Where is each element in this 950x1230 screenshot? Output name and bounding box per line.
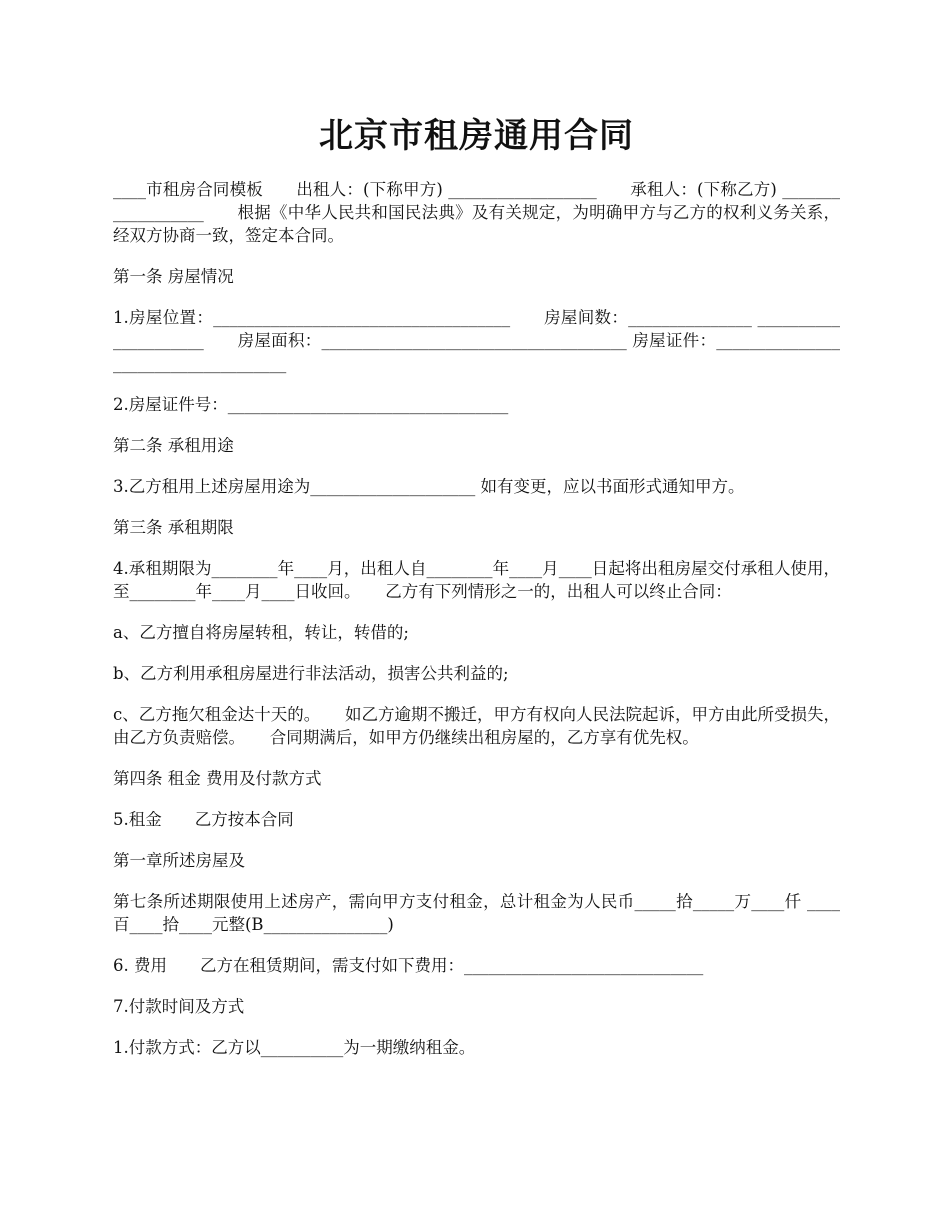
termination-clause-c: c、乙方拖欠租金达十天的。 如乙方逾期不搬迁，甲方有权向人民法院起诉，甲方由此所受损失，由乙方负责赔偿。 合同期满后，如甲方仍继续出租房屋的，乙方享有优先权。 [113,705,840,747]
house-location-paragraph: 1.房屋位置：____________________________________ 房屋间数：_______________ _____________________ 房屋面积：_____________________________________ 房屋证件：____________________________________ [113,308,840,373]
payment-method-paragraph: 1.付款方式：乙方以__________为一期缴纳租金。 [113,1038,476,1057]
rental-term-paragraph: 4.承租期限为________年____月，出租人自________年____月____日起将出租房屋交付承租人使用，至________年____月____日收回。 乙方有下列情形之一的，出租人可以终止合同： [113,559,840,601]
termination-clause-a: a、乙方擅自将房屋转租，转让，转借的; [113,623,409,642]
chapter-1-paragraph: 第一章所述房屋及 [113,851,245,870]
rent-paragraph: 5.租金 乙方按本合同 [113,810,294,829]
intro-paragraph: ____市租房合同模板 出租人：(下称甲方) __________________ 承租人：(下称乙方) __________________ 根据《中华人民共和国民法典》及有关规定，为明确甲方与乙方的权利义务关系，经双方协商一致，签定本合同。 [113,180,840,245]
fees-paragraph: 6. 费用 乙方在租赁期间，需支付如下费用：_____________________________ [113,956,704,975]
rent-total-paragraph: 第七条所述期限使用上述房产，需向甲方支付租金，总计租金为人民币_____拾_____万____仟 ____百____拾____元整(B_______________) [113,892,840,934]
payment-time-heading: 7.付款时间及方式 [113,997,245,1016]
article-3-heading: 第三条 承租期限 [113,518,234,537]
contract-page [113,112,840,1077]
termination-clause-b: b、乙方利用承租房屋进行非法活动，损害公共利益的; [113,664,509,683]
article-4-heading: 第四条 租金 费用及付款方式 [113,769,322,788]
house-certificate-number-paragraph: 2.房屋证件号：__________________________________ [113,395,509,414]
page-title: 北京市租房通用合同 [319,116,634,156]
article-2-heading: 第二条 承租用途 [113,436,234,455]
rental-purpose-paragraph: 3.乙方租用上述房屋用途为____________________ 如有变更，应以书面形式通知甲方。 [113,477,745,496]
article-1-heading: 第一条 房屋情况 [113,267,234,286]
